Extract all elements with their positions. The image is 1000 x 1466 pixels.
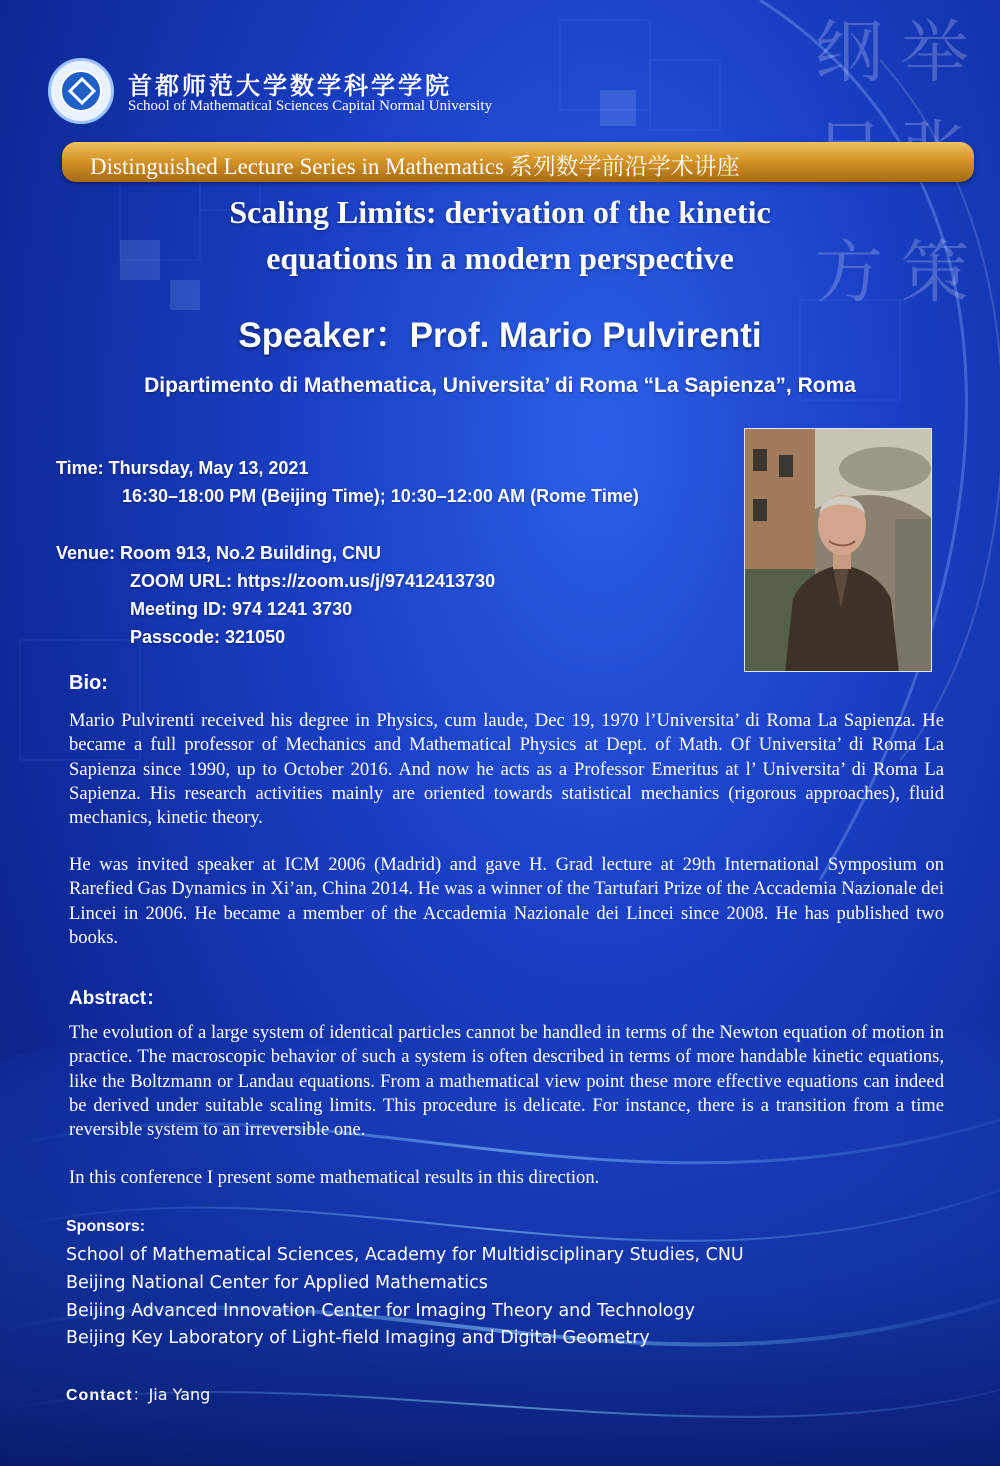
sponsors-list <box>66 1242 744 1353</box>
logo-mark-icon <box>68 77 96 105</box>
bio-paragraph-2: He was invited speaker at ICM 2006 (Madrid) and gave H. Grad lecture at 29th International Symposium on Rarefied Gas Dynamics in Xi’an, China 2014. He was a winner of the Tartufari Prize of the Accademia Nazionale dei Lincei in 2006. He became a member of the Accademia Nazionale dei Lincei since 2008. He has published two books. <box>69 854 944 948</box>
abstract-heading: Abstract： <box>69 988 166 1009</box>
speaker-line: Speaker：Prof. Mario Pulvirenti <box>238 316 762 355</box>
school-name-en: School of Mathematical Sciences Capital Normal University <box>128 98 493 114</box>
calligraphy-char: 纲 <box>815 14 884 93</box>
talk-title-line-1: Scaling Limits: derivation of the kinetic <box>229 194 771 230</box>
venue-line: Venue: Room 913, No.2 Building, CNU <box>56 543 382 563</box>
speaker-affiliation: Dipartimento di Mathematica, Universita’ di Roma “La Sapienza”, Roma <box>144 374 856 397</box>
speaker-photo <box>744 428 932 672</box>
contact-label: Contact <box>66 1387 133 1404</box>
university-logo <box>48 58 114 124</box>
zoom-url: ZOOM URL: https://zoom.us/j/97412413730 <box>130 571 496 591</box>
sponsor-item: Beijing Advanced Innovation Center for Imaging Theory and Technology <box>66 1300 695 1321</box>
bio-paragraph-1: Mario Pulvirenti received his degree in Physics, cum laude, Dec 19, 1970 l’Universita’ di Roma La Sapienza. He became a full professor of Mechanics and Mathematical Physics at Dept. of Math. Of Universita’ di Roma La Sapienza since 1990, up to October 2016. And now he acts as a Professor Emeritus at l’ Universita’ di Roma La Sapienza. His research activities mainly are oriented towards statistical mechanics (rigorous approaches), fluid mechanics, kinetic theory. <box>69 710 944 829</box>
school-name-cn: 首都师范大学数学科学学院 <box>128 71 452 100</box>
contact-name: ：Jia Yang <box>132 1385 211 1404</box>
sponsors-heading: Sponsors: <box>66 1218 146 1235</box>
talk-title-line-2: equations in a modern perspective <box>266 240 734 276</box>
series-title: Distinguished Lecture Series in Mathematics 系列数学前沿学术讲座 <box>90 154 740 179</box>
series-banner <box>62 142 974 182</box>
calligraphy-char: 策 <box>901 234 970 313</box>
time-line: Time: Thursday, May 13, 2021 <box>56 458 309 478</box>
abstract-paragraph-1: The evolution of a large system of identical particles cannot be handled in terms of the Newton equation of motion in practice. The macroscopic behavior of such a system is often described in terms of more handable kinetic equations, like the Boltzmann or Landau equations. From a mathematical view point these more effective equations can indeed be derived under suitable scaling limits. This procedure is delicate. For instance, there is a transition from a time reversible system to an irreversible one. <box>69 1022 944 1141</box>
calligraphy-char: 举 <box>901 14 970 93</box>
sponsor-item: Beijing National Center for Applied Mathematics <box>66 1272 488 1293</box>
time-detail: 16:30–18:00 PM (Beijing Time); 10:30–12:00 AM (Rome Time) <box>122 486 639 506</box>
sponsor-item: School of Mathematical Sciences, Academy for Multidisciplinary Studies, CNU <box>66 1245 744 1265</box>
bio-heading: Bio: <box>69 672 108 694</box>
passcode: Passcode: 321050 <box>130 627 286 647</box>
meeting-id: Meeting ID: 974 1241 3730 <box>130 599 353 619</box>
abstract-paragraph-2: In this conference I present some mathematical results in this direction. <box>69 1167 600 1188</box>
sponsor-item: Beijing Key Laboratory of Light-field Imaging and Digital Geometry <box>66 1328 650 1349</box>
logo-emblem-icon <box>60 70 102 112</box>
contact <box>66 1382 210 1405</box>
header <box>48 58 568 128</box>
calligraphy-char: 方 <box>815 234 884 313</box>
speaker-photo-image <box>745 429 932 672</box>
